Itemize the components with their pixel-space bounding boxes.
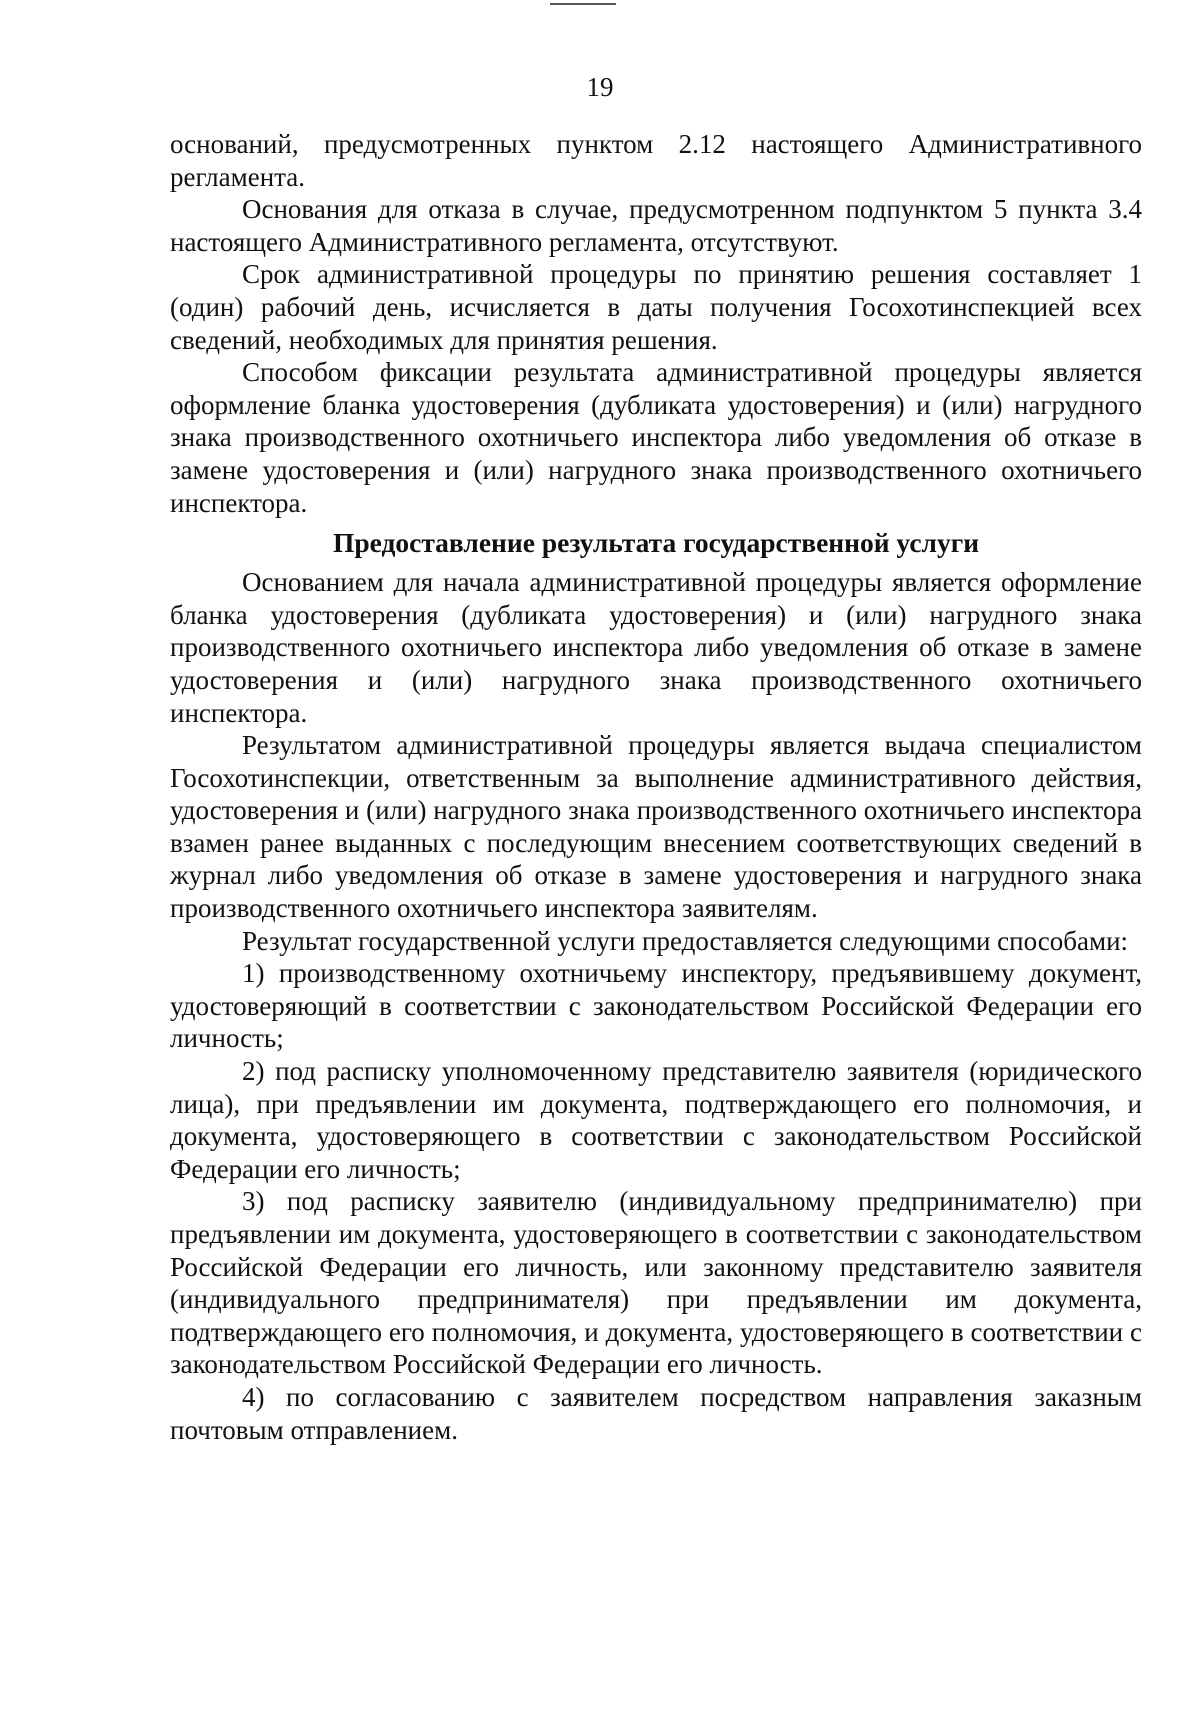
section-heading: Предоставление результата государственной услуги [332, 527, 980, 559]
paragraph-delivery-methods: Результат государственной услуги предоставляется следующими способами: [242, 925, 1129, 956]
list-item-2: 2) под расписку уполномоченному представителю заявителя (юридического лица), при предъявлении им документа, подтверждающего его полномочия, и документа, удостоверяющего в соответствии с законодательством Российской Федерации его личность; [170, 1056, 1142, 1184]
top-edge-mark [550, 3, 616, 5]
paragraph-procedure-basis: Основанием для начала административной процедуры является оформление бланка удостоверения (дубликата удостоверения) и (или) нагрудного знака производственного охотничьего инспектора либо уведомления об отказе в замене удостоверения и (или) нагрудного знака производственного охотничьего инспектора. [170, 567, 1142, 728]
paragraph-refusal-grounds: Основания для отказа в случае, предусмотренном подпунктом 5 пункта 3.4 настоящего Административного регламента, отсутствуют. [170, 194, 1142, 257]
paragraph-procedure-result: Результатом административной процедуры является выдача специалистом Госохотинспекции, ответственным за выполнение административного действия, удостоверения и (или) нагрудного знака производственного охотничьего инспектора взамен ранее выданных с последующим внесением соответствующих сведений в журнал либо уведомления об отказе в замене удостоверения и нагрудного знака производственного охотничьего инспектора заявителям. [170, 730, 1142, 924]
paragraph-fixation-method: Способом фиксации результата административной процедуры является оформление бланка удостоверения (дубликата удостоверения) и (или) нагрудного знака производственного охотничьего инспектора либо уведомления об отказе в замене удостоверения и (или) нагрудного знака производственного охотничьего инспектора. [170, 357, 1142, 518]
page-number: 19 [586, 72, 614, 102]
list-item-3: 3) под расписку заявителю (индивидуальному предпринимателю) при предъявлении им документа, удостоверяющего в соответствии с законодательством Российской Федерации его личность, или законному представителю заявителя (индивидуального предпринимателя) при предъявлении им документа, подтверждающего его полномочия, и документа, удостоверяющего в соответствии с законодательством Российской Федерации его личность. [170, 1186, 1142, 1380]
list-item-4: 4) по согласованию с заявителем посредством направления заказным почтовым отправлением. [170, 1381, 1142, 1445]
paragraph-continuation: оснований, предусмотренных пунктом 2.12 настоящего Административного регламента. [170, 129, 1142, 192]
paragraph-procedure-term: Срок административной процедуры по принятию решения составляет 1 (один) рабочий день, исчисляется в даты получения Госохотинспекцией всех сведений, необходимых для принятия решения. [170, 259, 1142, 355]
document-body [170, 128, 1142, 1446]
list-item-1: 1) производственному охотничьему инспектору, предъявившему документ, удостоверяющий в соответствии с законодательством Российской Федерации его личность; [170, 958, 1142, 1054]
